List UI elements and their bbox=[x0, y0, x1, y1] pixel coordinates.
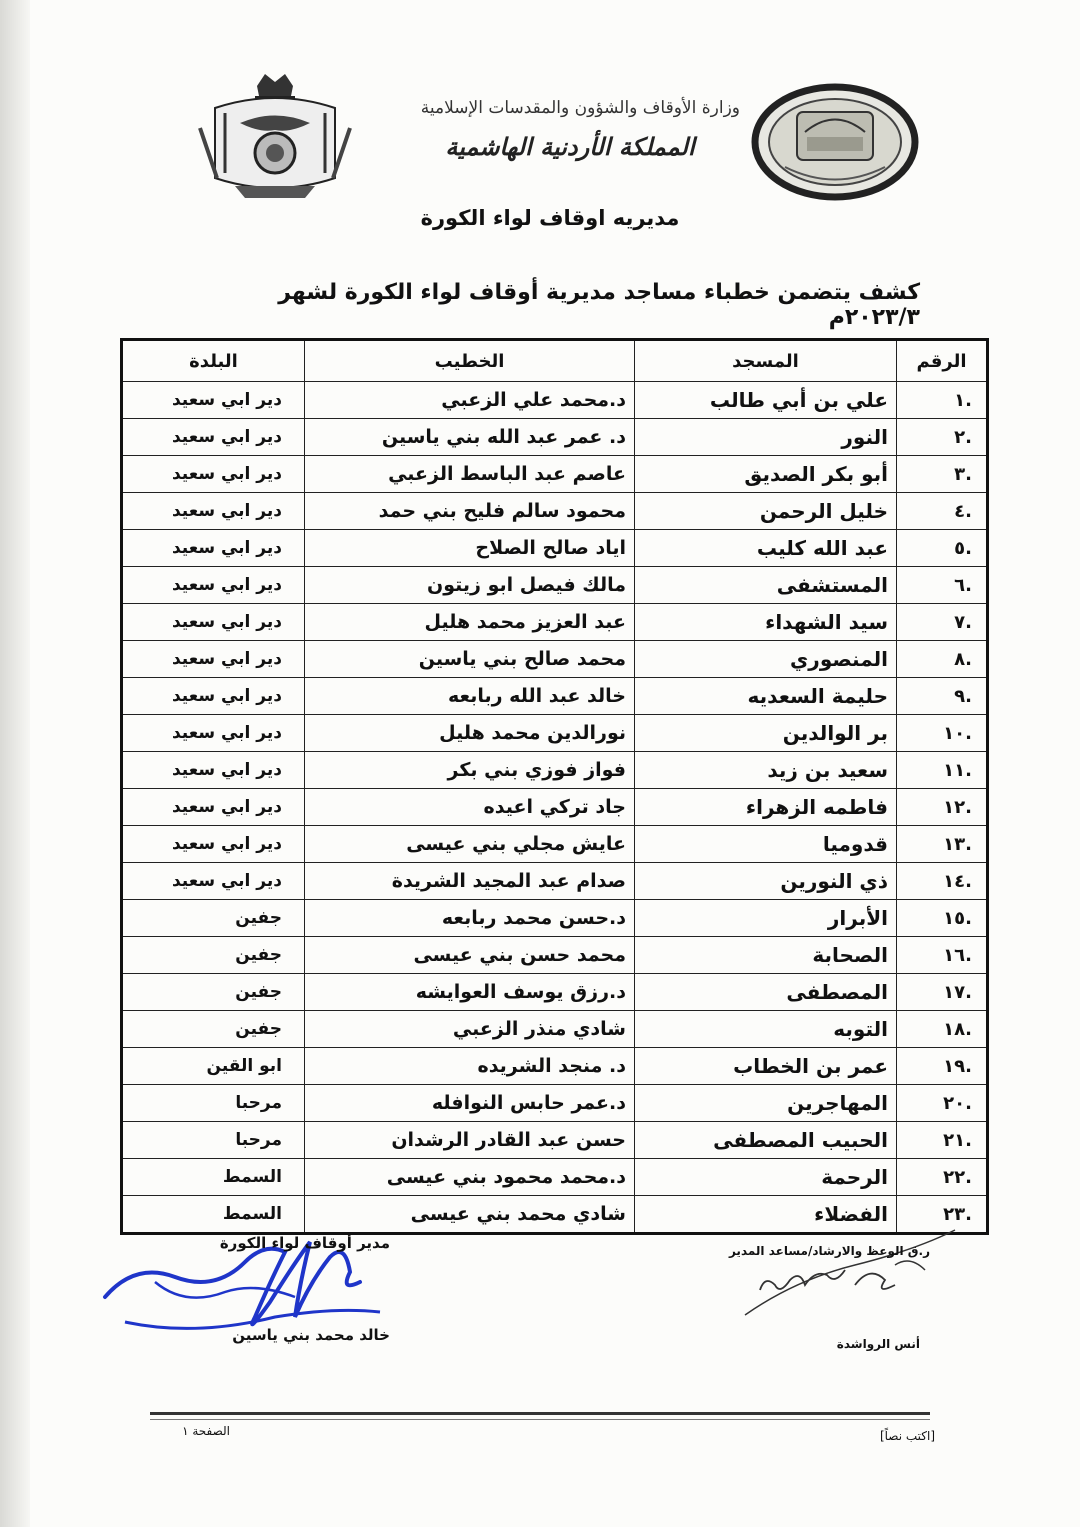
table-row bbox=[122, 1085, 988, 1122]
preacher-name: د.حسن محمد ربابعه bbox=[305, 900, 635, 937]
row-number: .١٧ bbox=[897, 974, 988, 1011]
kingdom-name: المملكة الأردنية الهاشمية bbox=[445, 132, 695, 161]
preacher-name: مالك فيصل ابو زيتون bbox=[305, 567, 635, 604]
table-row bbox=[122, 641, 988, 678]
row-number: .٦ bbox=[897, 567, 988, 604]
preacher-name: شادي محمد بني عيسى bbox=[305, 1196, 635, 1234]
preachers-table bbox=[120, 338, 989, 1235]
table-body bbox=[122, 382, 988, 1234]
preacher-name: نورالدين محمد هليل bbox=[305, 715, 635, 752]
preacher-name: شادي منذر الزعبي bbox=[305, 1011, 635, 1048]
town-name: دير ابي سعيد bbox=[122, 382, 305, 419]
director-name: خالد محمد بني ياسين bbox=[232, 1326, 390, 1344]
row-number: .١٤ bbox=[897, 863, 988, 900]
page-number: الصفحة ١ bbox=[182, 1424, 230, 1438]
mosque-name: المستشفى bbox=[635, 567, 897, 604]
ministry-seal-icon bbox=[745, 82, 925, 202]
row-number: .١٠ bbox=[897, 715, 988, 752]
ministry-name: وزارة الأوقاف والشؤون والمقدسات الإسلامية bbox=[420, 98, 740, 118]
preacher-name: حسن عبد القادر الرشدان bbox=[305, 1122, 635, 1159]
town-name: جفين bbox=[122, 1011, 305, 1048]
row-number: .١٦ bbox=[897, 937, 988, 974]
row-number: .٢٠ bbox=[897, 1085, 988, 1122]
mosque-name: المنصوري bbox=[635, 641, 897, 678]
mosque-name: عبد الله كليب bbox=[635, 530, 897, 567]
mosque-name: الحبيب المصطفى bbox=[635, 1122, 897, 1159]
table-row bbox=[122, 419, 988, 456]
preacher-name: صدام عبد المجيد الشريدة bbox=[305, 863, 635, 900]
row-number: .٧ bbox=[897, 604, 988, 641]
row-number: .١١ bbox=[897, 752, 988, 789]
row-number: .١٥ bbox=[897, 900, 988, 937]
mosque-name: الفضلاء bbox=[635, 1196, 897, 1234]
mosque-name: خليل الرحمن bbox=[635, 493, 897, 530]
row-number: .٥ bbox=[897, 530, 988, 567]
preacher-name: د.عمر حابس النوافله bbox=[305, 1085, 635, 1122]
row-number: .٢ bbox=[897, 419, 988, 456]
town-name: دير ابي سعيد bbox=[122, 641, 305, 678]
row-number: .١٩ bbox=[897, 1048, 988, 1085]
row-number: .٣ bbox=[897, 456, 988, 493]
directorate-heading: مديريه اوقاف لواء الكورة bbox=[420, 206, 680, 230]
scan-edge-shadow bbox=[0, 0, 30, 1527]
row-number: .١٢ bbox=[897, 789, 988, 826]
table-row bbox=[122, 752, 988, 789]
mosque-name: علي بن أبي طالب bbox=[635, 382, 897, 419]
row-number: .٢٣ bbox=[897, 1196, 988, 1234]
table-row bbox=[122, 678, 988, 715]
table-row bbox=[122, 1011, 988, 1048]
table-row bbox=[122, 715, 988, 752]
town-name: السمط bbox=[122, 1159, 305, 1196]
footer-divider bbox=[150, 1412, 930, 1420]
table-row bbox=[122, 937, 988, 974]
table-row bbox=[122, 382, 988, 419]
preacher-name: محمد حسن بني عيسى bbox=[305, 937, 635, 974]
table-row bbox=[122, 493, 988, 530]
town-name: ابو القين bbox=[122, 1048, 305, 1085]
mosque-name: ذي النورين bbox=[635, 863, 897, 900]
assistant-signature-scribble bbox=[735, 1225, 965, 1335]
preacher-name: عايش مجلي بني عيسى bbox=[305, 826, 635, 863]
mosque-name: الأبرار bbox=[635, 900, 897, 937]
mosque-name: بر الوالدين bbox=[635, 715, 897, 752]
assistant-name: أنس الرواشدة bbox=[836, 1337, 920, 1351]
town-name: جفين bbox=[122, 937, 305, 974]
mosque-name: سيد الشهداء bbox=[635, 604, 897, 641]
town-name: دير ابي سعيد bbox=[122, 715, 305, 752]
mosque-name: المهاجرين bbox=[635, 1085, 897, 1122]
preacher-name: محمود سالم فليح بني حمد bbox=[305, 493, 635, 530]
table-row bbox=[122, 863, 988, 900]
town-name: دير ابي سعيد bbox=[122, 567, 305, 604]
town-name: دير ابي سعيد bbox=[122, 456, 305, 493]
preacher-name: خالد عبد الله ربابعه bbox=[305, 678, 635, 715]
row-number: .٢٢ bbox=[897, 1159, 988, 1196]
preacher-name: فواز فوزي بني بكر bbox=[305, 752, 635, 789]
table-row bbox=[122, 826, 988, 863]
row-number: .٩ bbox=[897, 678, 988, 715]
table-row bbox=[122, 567, 988, 604]
town-name: جفين bbox=[122, 900, 305, 937]
mosque-name: عمر بن الخطاب bbox=[635, 1048, 897, 1085]
assistant-title: ر.ق الوعظ والارشاد/مساعد المدير bbox=[728, 1244, 930, 1258]
table-row bbox=[122, 974, 988, 1011]
town-name: مرحبا bbox=[122, 1085, 305, 1122]
town-name: دير ابي سعيد bbox=[122, 419, 305, 456]
town-name: السمط bbox=[122, 1196, 305, 1234]
town-name: دير ابي سعيد bbox=[122, 789, 305, 826]
row-number: .٨ bbox=[897, 641, 988, 678]
town-name: جفين bbox=[122, 974, 305, 1011]
preacher-name: د. منجد الشريده bbox=[305, 1048, 635, 1085]
table-row bbox=[122, 789, 988, 826]
table-row bbox=[122, 604, 988, 641]
row-number: .١٣ bbox=[897, 826, 988, 863]
mosque-name: الرحمة bbox=[635, 1159, 897, 1196]
table-row bbox=[122, 456, 988, 493]
mosque-name: التوبه bbox=[635, 1011, 897, 1048]
preacher-name: د.محمد محمود بني عيسى bbox=[305, 1159, 635, 1196]
table-row bbox=[122, 1159, 988, 1196]
mosque-name: المصطفى bbox=[635, 974, 897, 1011]
row-number: .١٨ bbox=[897, 1011, 988, 1048]
mosque-name: النور bbox=[635, 419, 897, 456]
header-mosque: المسجد bbox=[635, 340, 897, 382]
mosque-name: سعيد بن زيد bbox=[635, 752, 897, 789]
town-name: دير ابي سعيد bbox=[122, 863, 305, 900]
town-name: دير ابي سعيد bbox=[122, 530, 305, 567]
footer-placeholder: [اكتب نصاً] bbox=[879, 1429, 935, 1443]
table-row bbox=[122, 530, 988, 567]
header-preacher: الخطيب bbox=[305, 340, 635, 382]
table-row bbox=[122, 1122, 988, 1159]
town-name: دير ابي سعيد bbox=[122, 493, 305, 530]
table-header-row bbox=[122, 340, 988, 382]
preacher-name: عبد العزيز محمد هليل bbox=[305, 604, 635, 641]
header-num: الرقم bbox=[897, 340, 988, 382]
preacher-name: اياد صالح الصلاح bbox=[305, 530, 635, 567]
mosque-name: فاطمه الزهراء bbox=[635, 789, 897, 826]
preacher-name: جاد تركي اعيده bbox=[305, 789, 635, 826]
mosque-name: قدوميا bbox=[635, 826, 897, 863]
table-row bbox=[122, 1048, 988, 1085]
preacher-name: د.محمد علي الزعبي bbox=[305, 382, 635, 419]
town-name: دير ابي سعيد bbox=[122, 826, 305, 863]
mosque-name: أبو بكر الصديق bbox=[635, 456, 897, 493]
mosque-name: حليمة السعديه bbox=[635, 678, 897, 715]
document-title: كشف يتضمن خطباء مساجد مديرية أوقاف لواء الكورة لشهر ٢٠٢٣/٣م bbox=[278, 280, 920, 330]
row-number: .٤ bbox=[897, 493, 988, 530]
preacher-name: محمد صالح بني ياسين bbox=[305, 641, 635, 678]
row-number: .٢١ bbox=[897, 1122, 988, 1159]
coat-of-arms-icon bbox=[195, 68, 355, 208]
header-town: البلدة bbox=[122, 340, 305, 382]
town-name: دير ابي سعيد bbox=[122, 752, 305, 789]
preacher-name: عاصم عبد الباسط الزعبي bbox=[305, 456, 635, 493]
town-name: دير ابي سعيد bbox=[122, 678, 305, 715]
row-number: .١ bbox=[897, 382, 988, 419]
town-name: مرحبا bbox=[122, 1122, 305, 1159]
town-name: دير ابي سعيد bbox=[122, 604, 305, 641]
mosque-name: الصحابة bbox=[635, 937, 897, 974]
preacher-name: د. عمر عبد الله بني ياسين bbox=[305, 419, 635, 456]
preacher-name: د.رزق يوسف العوايشه bbox=[305, 974, 635, 1011]
director-title: مدير أوقاف لواء الكورة bbox=[219, 1234, 390, 1252]
table-row bbox=[122, 900, 988, 937]
